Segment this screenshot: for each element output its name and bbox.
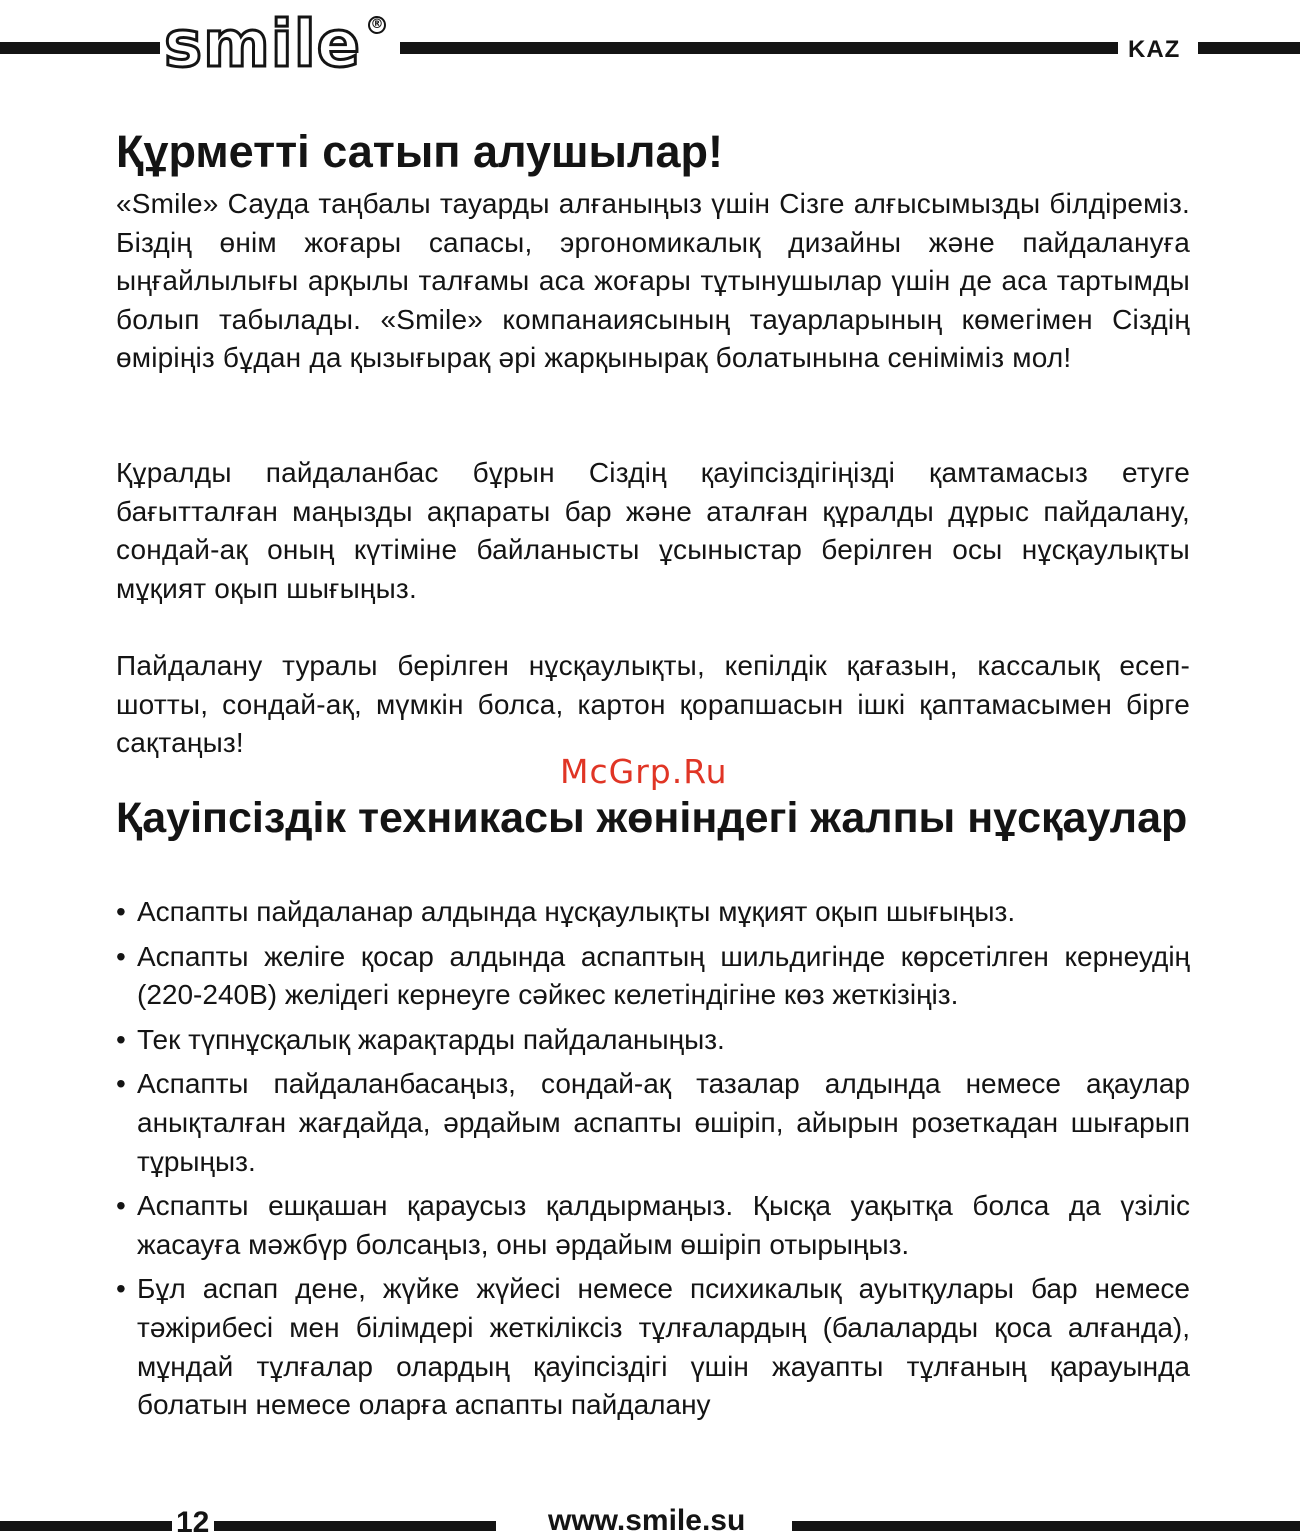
bullet-icon: • [116,896,126,927]
watermark-text: McGrp.Ru [560,752,728,791]
list-item [116,1065,1190,1181]
page-title: Құрметті сатып алушылар! [116,126,724,177]
safety-list [116,893,1190,1431]
list-item-text: Аспапты желіге қосар алдында аспаптың шильдигінде көрсетілген кернеудің (220-240В) желідегі кернеуге сәйкес келетіндігіне көз жеткізіңіз. [137,940,1190,1011]
header-rule-middle [400,42,1118,54]
list-item-text: Аспапты ешқашан қараусыз қалдырмаңыз. Қысқа уақытқа болса да үзіліс жасауға мәжбүр болсаңыз, оны әрдайым өшіріп отырыңыз. [137,1190,1190,1260]
bullet-icon: • [116,1023,126,1055]
footer-rule-middle [214,1521,496,1531]
bullet-icon: • [116,1190,126,1222]
header-rule-left [0,42,160,54]
intro-paragraph: «Smile» Сауда таңбалы тауарды алғаныңыз үшін Сізге алғысымызды білдіреміз. Біздің өнім жоғары сапасы, эргономикалық дизайны және пайдалануға ыңғайлылығы арқылы талғамы аса жоғары тұтынушылар үшін де аса тартымды болып табылады. «Smile» компанаиясының тауарларының көмегімен Сіздің өміріңіз бұдан да қызығырақ әрі жарқынырақ болатынына сеніміміз мол! [116,188,1190,374]
language-code: KAZ [1128,36,1181,63]
list-item-text: Бұл аспап дене, жүйке жүйесі немесе психикалық ауытқулары бар немесе тәжірибесі мен білімдері жеткіліксіз тұлғалардың (балаларды қоса алғанда), мұндай тұлғалар олардың қауіпсіздігі үшін жауапты тұлғаның қарауында болатын немесе оларға аспапты пайдалану [137,1273,1190,1421]
warning-paragraph: Құралды пайдаланбас бұрын Сіздің қауіпсіздігіңізді қамтамасыз етуге бағытталған маңызды ақпараты бар және аталған құралды дұрыс пайдалану, сондай-ақ оның күтіміне байланысты ұсыныстар берілген осы нұсқаулықты мұқият оқып шығыңыз. [116,457,1190,604]
website-link[interactable]: www.smile.su [548,1504,746,1537]
list-item [116,1187,1190,1264]
list-item-text: Аспапты пайдаланбасаңыз, сондай-ақ тазалар алдында немесе ақаулар анықталған жағдайда, әрдайым аспапты өшіріп, айырын розеткадан шығарып тұрыңыз. [137,1068,1190,1177]
list-item-text: Аспапты пайдаланар алдында нұсқаулықты мұқият оқып шығыңыз. [137,896,1016,927]
footer-rule-left [0,1521,172,1531]
list-item [116,938,1190,1015]
list-item-text: Тек түпнұсқалық жарақтарды пайдаланыңыз. [137,1023,725,1055]
list-item [116,1270,1190,1424]
bullet-icon: • [116,1068,126,1100]
list-item [116,893,1190,932]
smile-logo: smile [164,8,362,82]
registered-mark: ® [368,16,386,34]
list-item [116,1021,1190,1060]
footer-rule-right [792,1521,1300,1531]
bullet-icon: • [116,1273,126,1305]
header-rule-right [1198,42,1300,54]
keep-documents-paragraph: Пайдалану туралы берілген нұсқаулықты, кепілдік қағазын, кассалық есеп-шотты, сондай-ақ, мүмкін болса, картон қорапшасын ішкі қаптамасымен бірге сақтаңыз! [116,650,1190,759]
bullet-icon: • [116,940,126,972]
page-number: 12 [172,1506,213,1540]
safety-heading: Қауіпсіздік техникасы жөніндегі жалпы нұсқаулар [116,794,1188,842]
